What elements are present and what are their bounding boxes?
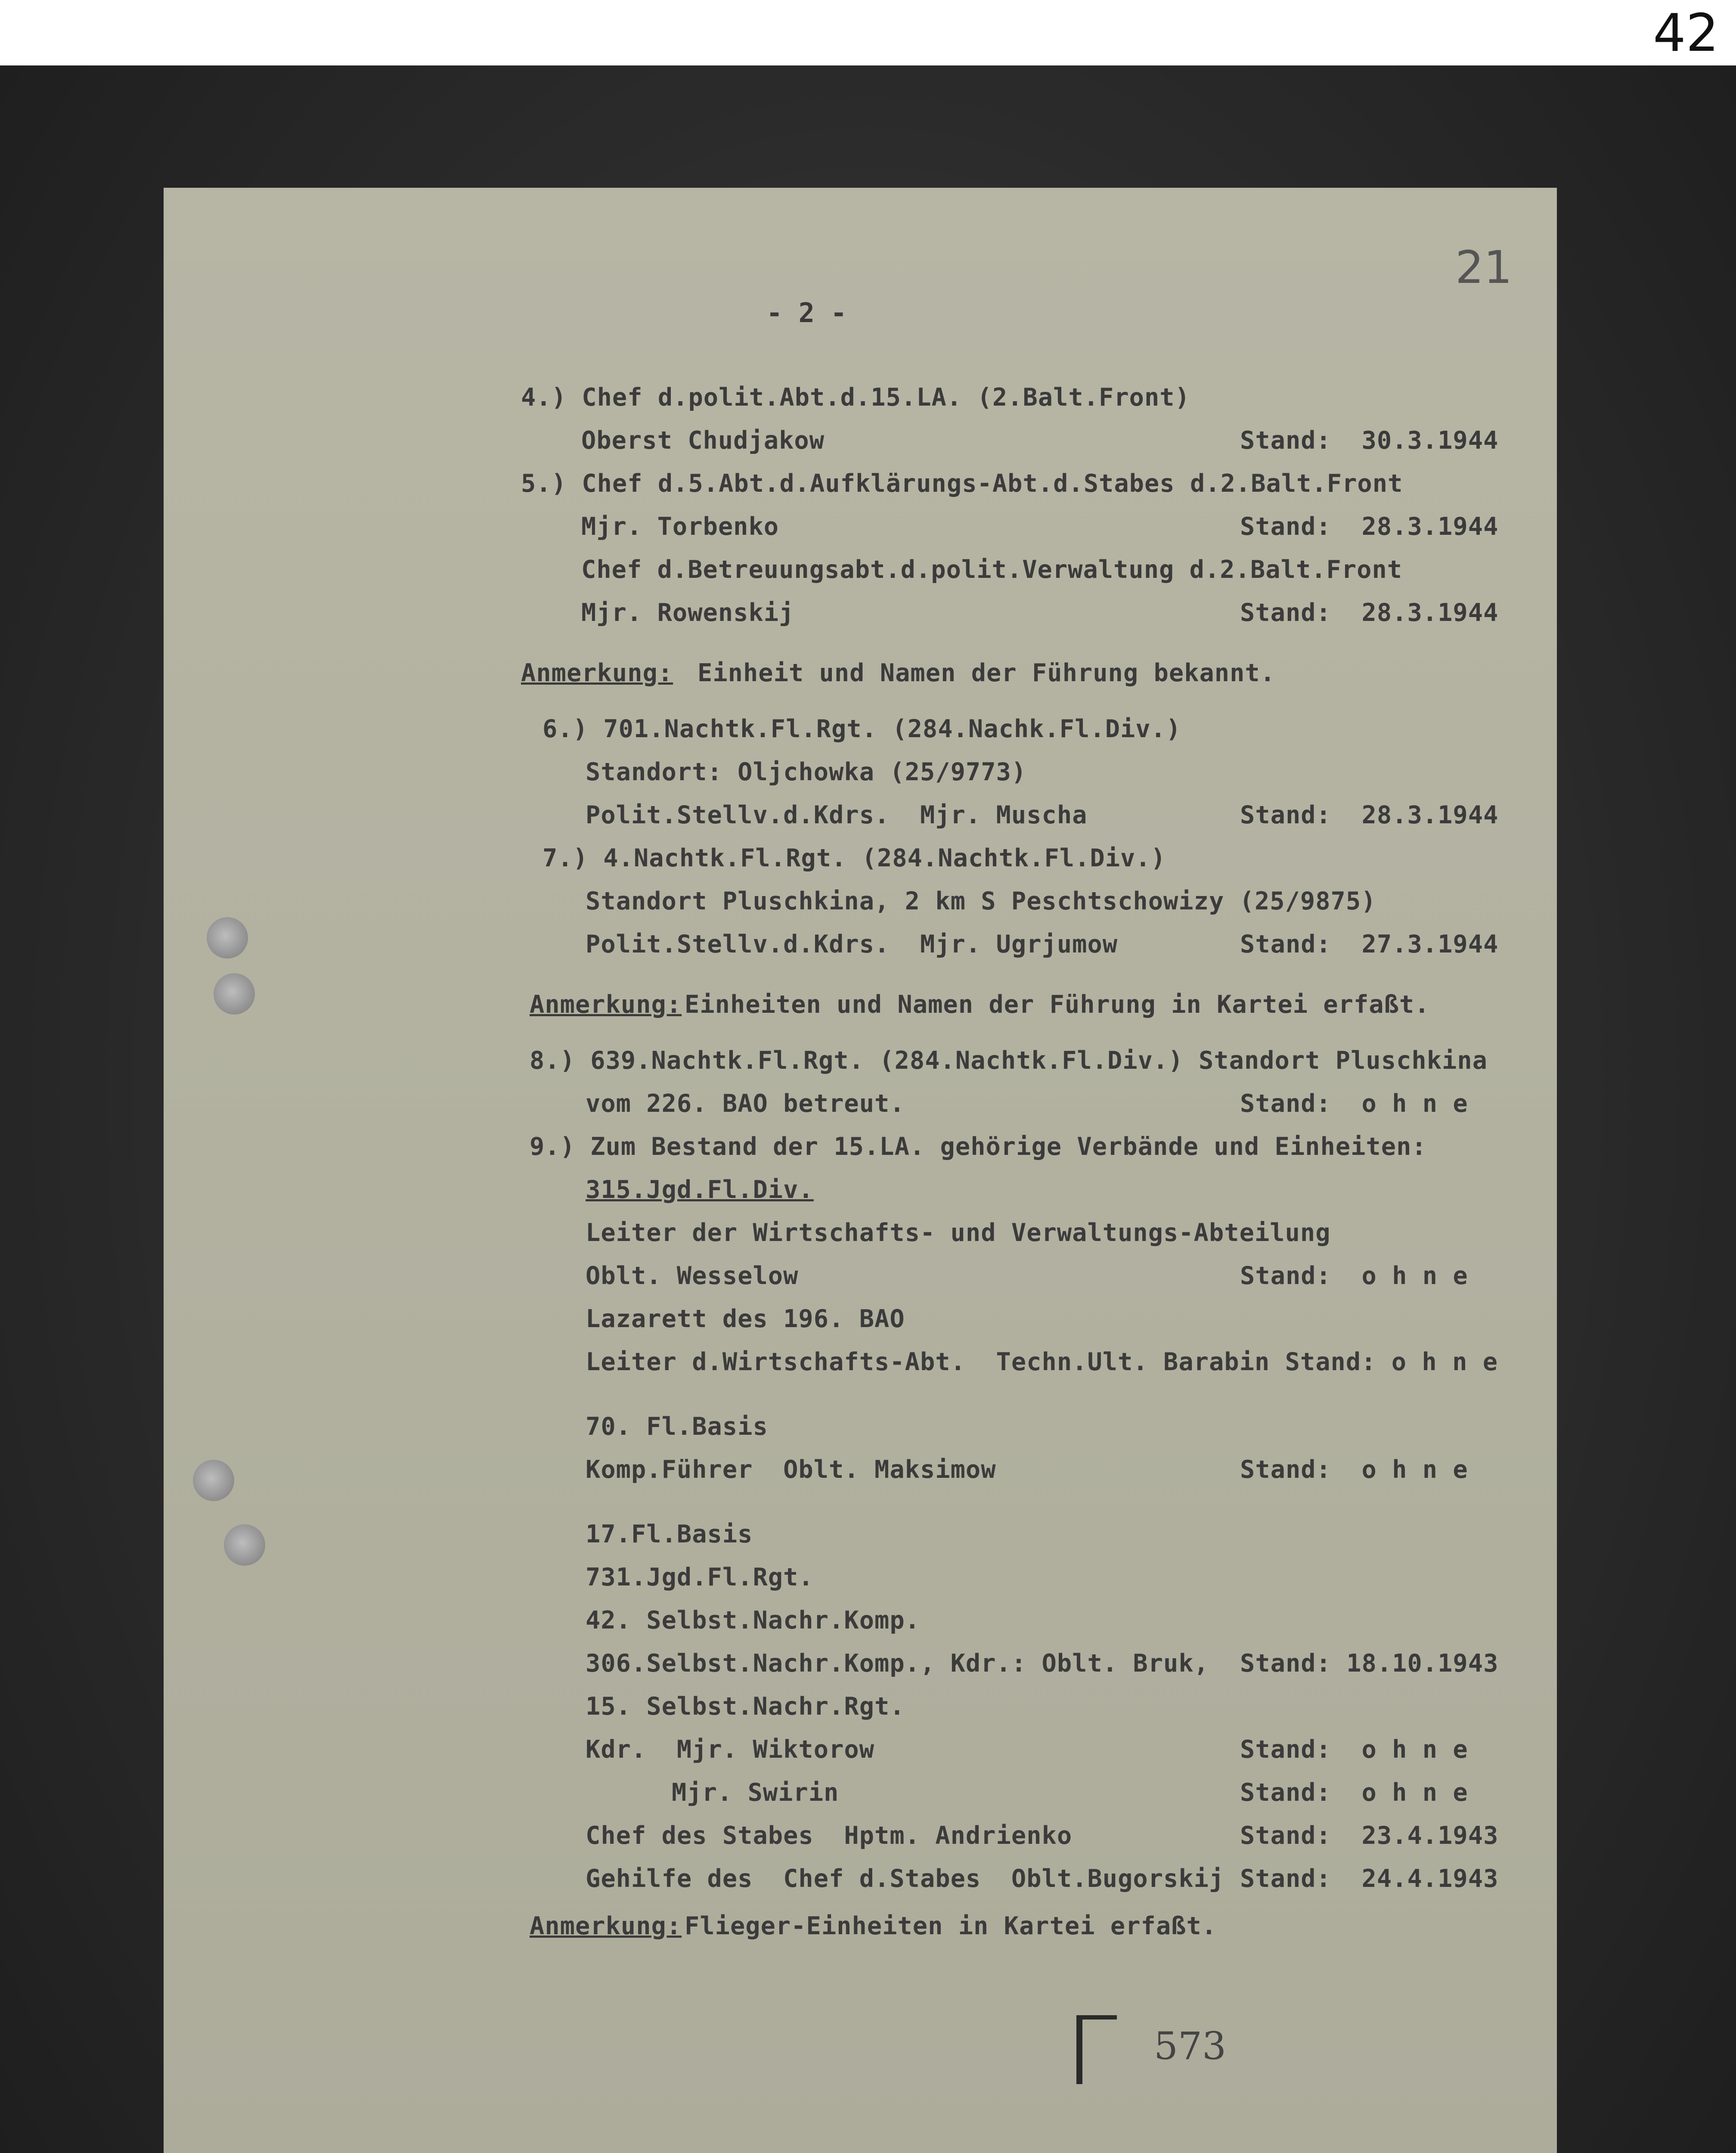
scan-number: 42	[1653, 3, 1719, 63]
entry-line: Polit.Stellv.d.Kdrs. Mjr. Ugrjumow	[586, 930, 1118, 959]
entry-line: Mjr. Swirin	[672, 1778, 839, 1807]
entry-line: 8.) 639.Nachtk.Fl.Rgt. (284.Nachtk.Fl.Div.) Standort Pluschkina	[530, 1046, 1488, 1075]
entry-line: 306.Selbst.Nachr.Komp., Kdr.: Oblt. Bruk,	[586, 1649, 1209, 1678]
entry-line: 9.) Zum Bestand der 15.LA. gehörige Verbände und Einheiten:	[530, 1132, 1427, 1161]
entry-line: vom 226. BAO betreut.	[586, 1089, 905, 1118]
entry-stand-date: Stand: o h n e	[1240, 1262, 1468, 1290]
entry-line: Oberst Chudjakow	[581, 426, 825, 455]
note-label: Anmerkung:	[530, 990, 682, 1019]
punch-hole	[207, 917, 248, 959]
archive-folio-number: 21	[1455, 241, 1513, 294]
entry-line: Chef des Stabes Hptm. Andrienko	[586, 1821, 1073, 1850]
note-text: Einheit und Namen der Führung bekannt.	[698, 659, 1276, 687]
entry-line: 4.) Chef d.polit.Abt.d.15.LA. (2.Balt.Front)	[521, 383, 1190, 412]
entry-line: Oblt. Wesselow	[586, 1262, 799, 1290]
entry-stand-date: Stand: o h n e	[1240, 1735, 1468, 1764]
entry-line: Leiter der Wirtschafts- und Verwaltungs-Abteilung	[586, 1219, 1331, 1247]
punch-hole	[224, 1524, 265, 1566]
entry-line: 42. Selbst.Nachr.Komp.	[586, 1606, 920, 1635]
entry-line: Mjr. Rowenskij	[581, 599, 794, 627]
entry-line: Komp.Führer Oblt. Maksimow	[586, 1455, 996, 1484]
punch-hole	[193, 1460, 234, 1501]
entry-line: 7.) 4.Nachtk.Fl.Rgt. (284.Nachtk.Fl.Div.)	[542, 844, 1166, 872]
entry-stand-date: Stand: o h n e	[1240, 1455, 1468, 1484]
entry-stand-date: Stand: 28.3.1944	[1240, 599, 1499, 627]
entry-line: Standort Pluschkina, 2 km S Peschtschowizy (25/9875)	[586, 887, 1376, 915]
entry-line: 17.Fl.Basis	[586, 1520, 753, 1548]
entry-line: 731.Jgd.Fl.Rgt.	[586, 1563, 814, 1591]
note-label: Anmerkung:	[521, 659, 673, 687]
note-text: Flieger-Einheiten in Kartei erfaßt.	[685, 1912, 1217, 1940]
entry-line: Kdr. Mjr. Wiktorow	[586, 1735, 875, 1764]
entry-line: 315.Jgd.Fl.Div.	[586, 1176, 814, 1204]
entry-stand-date: Stand: 24.4.1943	[1240, 1864, 1499, 1893]
note-text: Einheiten und Namen der Führung in Kartei erfaßt.	[685, 990, 1430, 1019]
entry-stand-date: Stand: 18.10.1943	[1240, 1649, 1499, 1678]
entry-stand-date: Stand: 23.4.1943	[1240, 1821, 1499, 1850]
entry-line: Gehilfe des Chef d.Stabes Oblt.Bugorskij	[586, 1864, 1224, 1893]
entry-line: Chef d.Betreuungsabt.d.polit.Verwaltung d.2.Balt.Front	[581, 555, 1403, 584]
entry-stand-date: Stand: 28.3.1944	[1240, 512, 1499, 541]
entry-stand-date: Stand: o h n e	[1240, 1089, 1468, 1118]
entry-line: Lazarett des 196. BAO	[586, 1305, 905, 1333]
page-number: - 2 -	[766, 297, 847, 329]
entry-stand-date: Stand: 30.3.1944	[1240, 426, 1499, 455]
stamp-bracket-mark	[1076, 2015, 1117, 2084]
top-margin-bar	[0, 0, 1736, 65]
entry-line: Mjr. Torbenko	[581, 512, 779, 541]
entry-line: Leiter d.Wirtschafts-Abt. Techn.Ult. Barabin Stand: o h n e	[586, 1348, 1498, 1376]
entry-line: 70. Fl.Basis	[586, 1412, 768, 1441]
entry-line: Polit.Stellv.d.Kdrs. Mjr. Muscha	[586, 801, 1088, 829]
stamp-number: 573	[1154, 2024, 1226, 2068]
note-label: Anmerkung:	[530, 1912, 682, 1940]
entry-stand-date: Stand: 27.3.1944	[1240, 930, 1499, 959]
entry-line: 15. Selbst.Nachr.Rgt.	[586, 1692, 905, 1721]
entry-stand-date: Stand: o h n e	[1240, 1778, 1468, 1807]
entry-line: 5.) Chef d.5.Abt.d.Aufklärungs-Abt.d.Stabes d.2.Balt.Front	[521, 469, 1403, 498]
entry-line: 6.) 701.Nachtk.Fl.Rgt. (284.Nachk.Fl.Div.)	[542, 715, 1181, 743]
entry-stand-date: Stand: 28.3.1944	[1240, 801, 1499, 829]
punch-hole	[214, 973, 255, 1014]
entry-line: Standort: Oljchowka (25/9773)	[586, 758, 1027, 786]
